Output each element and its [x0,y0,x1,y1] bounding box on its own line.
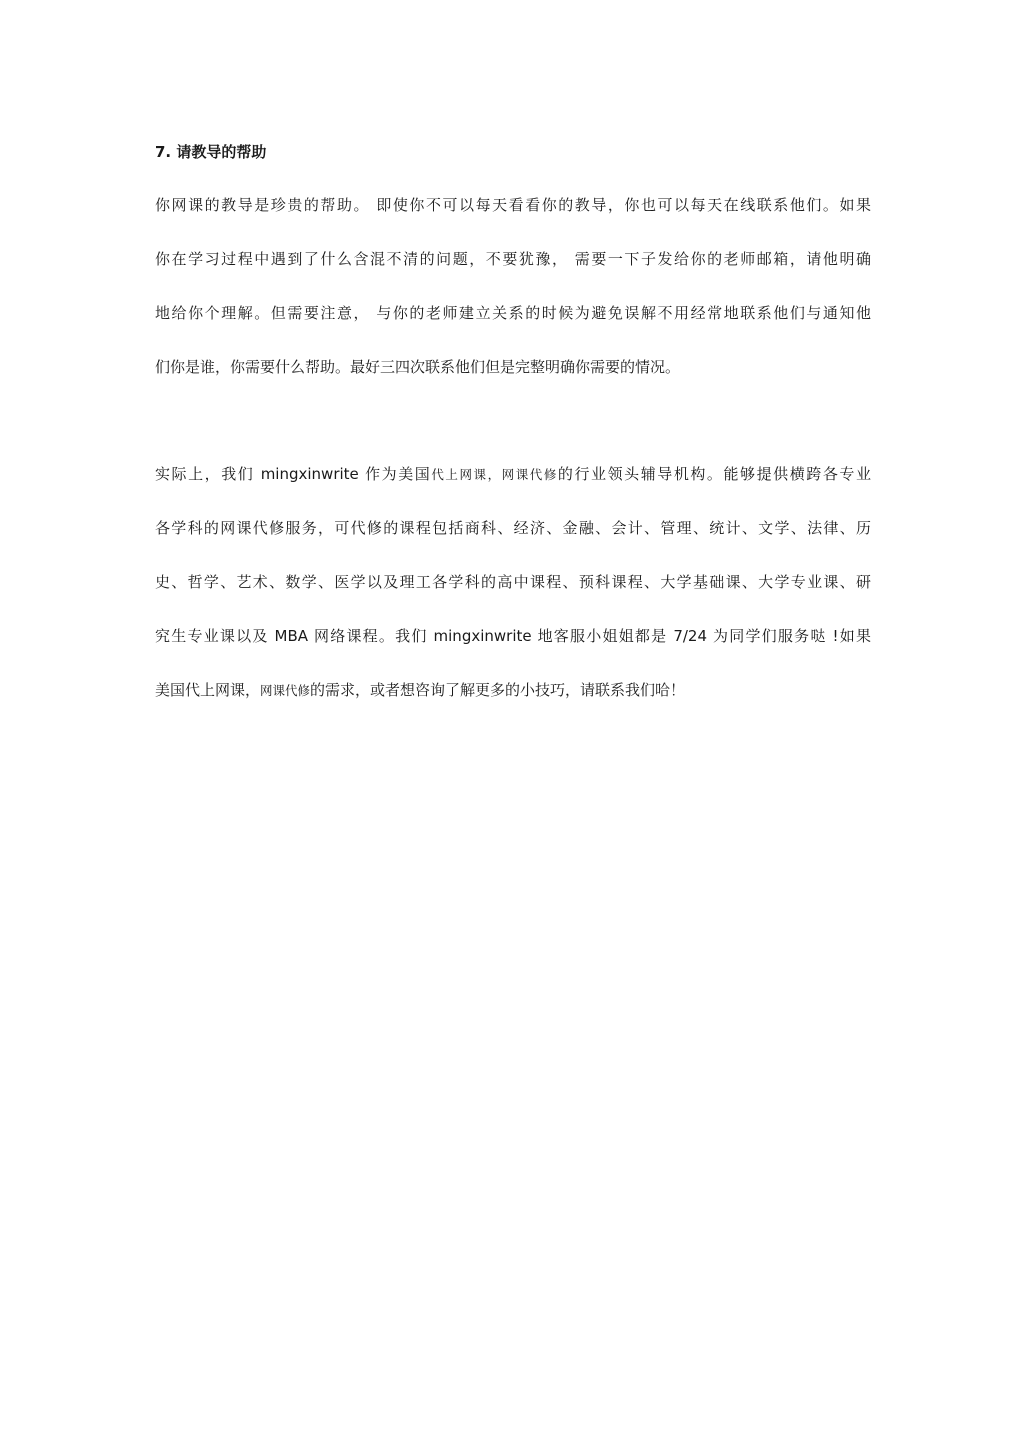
service-keyword-link[interactable]: 网课代修 [260,683,311,698]
paragraph-1-line-1: 你网课的教导是珍贵的帮助。 即使你不可以每天看看你的教导，你也可以每天在线联系他们。如果 [155,196,871,214]
paragraph-1-line-2: 你在学习过程中遇到了什么含混不清的问题，不要犹豫， 需要一下子发给你的老师邮箱，请他明确 [155,250,871,268]
paragraph-2-line-2: 各学科的网课代修服务，可代修的课程包括商科、经济、金融、会计、管理、统计、文学、法律、历 [155,519,871,537]
service-keywords-link[interactable]: 代上网课，网课代修 [431,467,558,482]
paragraph-1-line-4: 们你是谁，你需要什么帮助。最好三四次联系他们但是完整明确你需要的情况。 [155,358,681,376]
paragraph-2-line-4: 究生专业课以及 MBA 网络课程。我们 mingxinwrite 地客服小姐姐都是 7/24 为同学们服务哒 !如果 [155,627,871,645]
promo-line5-end: 的需求，或者想咨询了解更多的小技巧，请联系我们哈！ [310,681,686,699]
section-heading: 7. 请教导的帮助 [155,143,267,161]
paragraph-1-line-3: 地给你个理解。但需要注意， 与你的老师建立关系的时候为避免误解不用经常地联系他们与通知他 [155,304,871,322]
promo-line5-start: 美国代上网课， [155,681,261,699]
paragraph-2-line-5 [155,679,871,702]
paragraph-2-line-1 [155,463,871,486]
promo-text-start: 实际上，我们 mingxinwrite 作为美国 [155,465,432,483]
promo-text-end: 的行业领头辅导机构。能够提供横跨各专业 [557,465,871,483]
paragraph-2-line-3: 史、哲学、艺术、数学、医学以及理工各学科的高中课程、预科课程、大学基础课、大学专业课、研 [155,573,871,591]
